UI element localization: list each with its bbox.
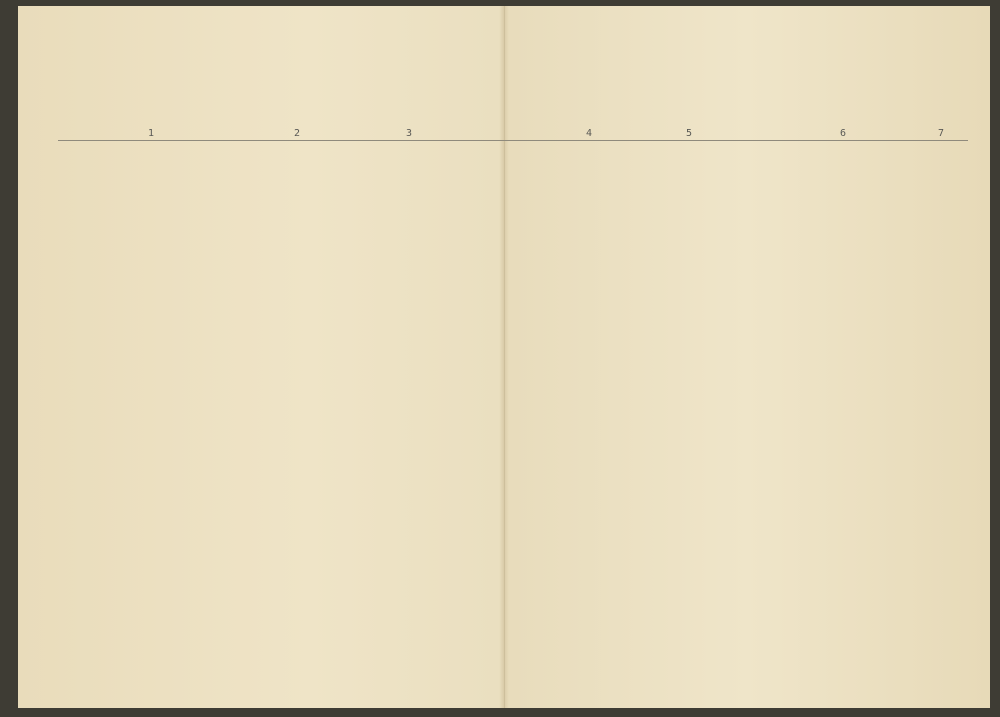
col-number-6: 6 <box>840 128 847 139</box>
col-number-7: 7 <box>938 128 945 139</box>
col-number-5: 5 <box>686 128 693 139</box>
table-row <box>58 706 968 717</box>
col-number-4: 4 <box>586 128 593 139</box>
col-number-2: 2 <box>294 128 301 139</box>
col-number-1: 1 <box>148 128 155 139</box>
col-number-3: 3 <box>406 128 413 139</box>
register-sheet <box>18 6 990 708</box>
header-rule <box>58 140 968 141</box>
